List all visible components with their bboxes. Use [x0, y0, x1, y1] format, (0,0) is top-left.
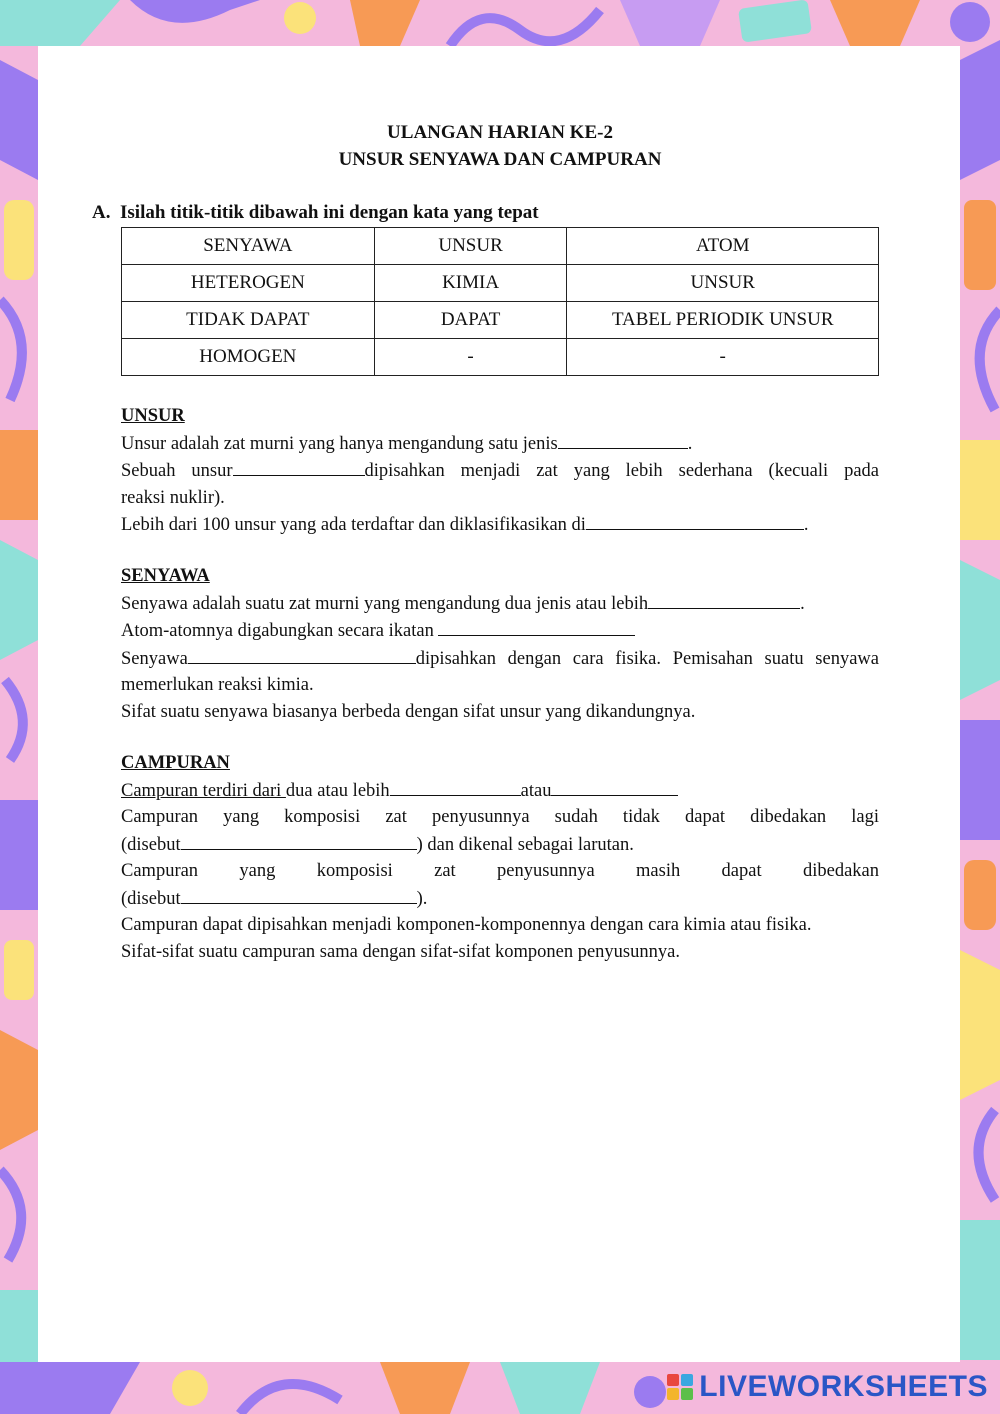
senyawa-line-1	[121, 590, 879, 618]
answer-blank[interactable]	[181, 885, 417, 904]
campuran-line-4: Campuran yang komposisi zat penyusunnya masih dapat dibedakan	[121, 861, 879, 881]
text: Lebih dari 100 unsur yang ada terdaftar dan diklasifikasikan di	[121, 515, 586, 535]
campuran-line-3	[121, 831, 879, 859]
table-cell: UNSUR	[567, 265, 879, 302]
text: Atom-atomnya digabungkan secara ikatan	[121, 621, 439, 641]
campuran-line-6: Campuran dapat dipisahkan menjadi komponen-komponennya dengan cara kimia atau fisika.	[121, 915, 812, 935]
text: .	[687, 433, 693, 454]
table-cell: HOMOGEN	[122, 339, 375, 376]
title-line-2: UNSUR SENYAWA DAN CAMPURAN	[338, 149, 662, 170]
answer-blank[interactable]	[648, 590, 800, 609]
campuran-section	[121, 750, 879, 965]
campuran-line-2: Campuran yang komposisi zat penyusunnya sudah tidak dapat dibedakan lagi	[121, 807, 879, 827]
unsur-line-1	[121, 430, 879, 458]
unsur-line-3: reaksi nuklir).	[121, 487, 225, 508]
table-row	[122, 228, 879, 265]
text: Senyawa	[121, 648, 188, 669]
text: .	[803, 515, 809, 535]
text: Campuran terdiri dari	[121, 780, 286, 801]
word-bank-table	[121, 227, 879, 376]
table-row	[122, 302, 879, 339]
table-cell: DAPAT	[374, 302, 567, 339]
senyawa-line-3	[121, 645, 879, 673]
title-line-1: ULANGAN HARIAN KE-2	[387, 122, 613, 143]
senyawa-line-4: memerlukan reaksi kimia.	[121, 675, 314, 695]
answer-blank[interactable]	[390, 777, 521, 796]
text: (disebut	[121, 834, 181, 855]
liveworksheets-logo	[667, 1370, 988, 1404]
text: Unsur adalah zat murni yang hanya mengandung satu jenis	[121, 433, 558, 454]
table-cell: KIMIA	[374, 265, 567, 302]
text: dipisahkan dengan cara fisika. Pemisahan suatu senyawa	[415, 648, 879, 669]
text: ).	[416, 888, 428, 909]
text: dua atau lebih	[285, 780, 390, 801]
table-cell: TIDAK DAPAT	[122, 302, 375, 339]
table-cell: ATOM	[567, 228, 879, 265]
table-cell: HETEROGEN	[122, 265, 375, 302]
section-number: A.	[92, 202, 111, 223]
table-cell: TABEL PERIODIK UNSUR	[567, 302, 879, 339]
answer-blank[interactable]	[551, 777, 678, 796]
unsur-line-4	[121, 511, 879, 539]
text: (disebut	[121, 888, 181, 909]
text: dipisahkan menjadi zat yang lebih sederhana (kecuali pada	[364, 461, 879, 481]
table-cell: UNSUR	[374, 228, 567, 265]
senyawa-line-2	[121, 617, 879, 645]
liveworksheets-text: LIVEWORKSHEETS	[699, 1370, 988, 1403]
instruction-text: Isilah titik-titik dibawah ini dengan kata yang tepat	[120, 202, 539, 223]
table-row	[122, 265, 879, 302]
table-cell: -	[567, 339, 879, 376]
campuran-line-7: Sifat-sifat suatu campuran sama dengan sifat-sifat komponen penyusunnya.	[121, 941, 680, 962]
senyawa-section	[121, 563, 879, 725]
unsur-section	[121, 403, 879, 539]
table-row	[122, 339, 879, 376]
table-cell: SENYAWA	[122, 228, 375, 265]
text: ) dan dikenal sebagai larutan.	[416, 834, 634, 855]
answer-blank[interactable]	[233, 457, 365, 476]
unsur-heading: UNSUR	[121, 406, 185, 426]
senyawa-line-5: Sifat suatu senyawa biasanya berbeda dengan sifat unsur yang dikandungnya.	[121, 701, 696, 722]
text: Senyawa adalah suatu zat murni yang mengandung dua jenis atau lebih	[121, 593, 649, 614]
answer-blank[interactable]	[586, 511, 804, 530]
liveworksheets-icon	[667, 1374, 693, 1400]
text: atau	[520, 780, 552, 801]
table-cell: -	[374, 339, 567, 376]
answer-blank[interactable]	[181, 831, 417, 850]
answer-blank[interactable]	[438, 617, 635, 636]
answer-blank[interactable]	[188, 645, 416, 664]
answer-blank[interactable]	[558, 430, 688, 449]
campuran-line-5	[121, 885, 879, 913]
campuran-heading: CAMPURAN	[121, 753, 230, 773]
unsur-line-2	[121, 457, 879, 485]
section-a-instruction	[92, 202, 539, 224]
senyawa-heading: SENYAWA	[121, 566, 210, 586]
text: .	[800, 593, 805, 614]
text: Sebuah unsur	[121, 461, 233, 481]
campuran-line-1	[121, 777, 879, 805]
